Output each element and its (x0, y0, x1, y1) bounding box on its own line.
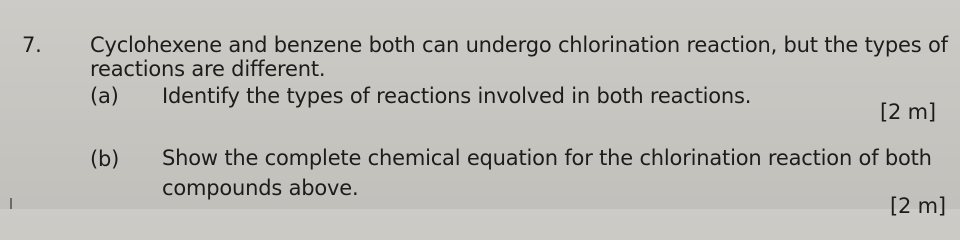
question-number: 7. (22, 33, 42, 57)
part-b-text-line-2: compounds above. (162, 176, 359, 200)
margin-tick-mark (10, 198, 12, 209)
question-stem-line-1: Cyclohexene and benzene both can undergo chlorination reaction, but the types of (90, 33, 948, 57)
part-a-text: Identify the types of reactions involved in both reactions. (162, 84, 752, 108)
part-b-label: (b) (90, 147, 120, 171)
part-b-marks: [2 m] (890, 194, 946, 218)
part-a-marks: [2 m] (880, 100, 936, 124)
question-stem-line-2: reactions are different. (90, 57, 326, 81)
part-a-label: (a) (90, 84, 119, 108)
part-b-text-line-1: Show the complete chemical equation for the chlorination reaction of both (162, 146, 932, 170)
